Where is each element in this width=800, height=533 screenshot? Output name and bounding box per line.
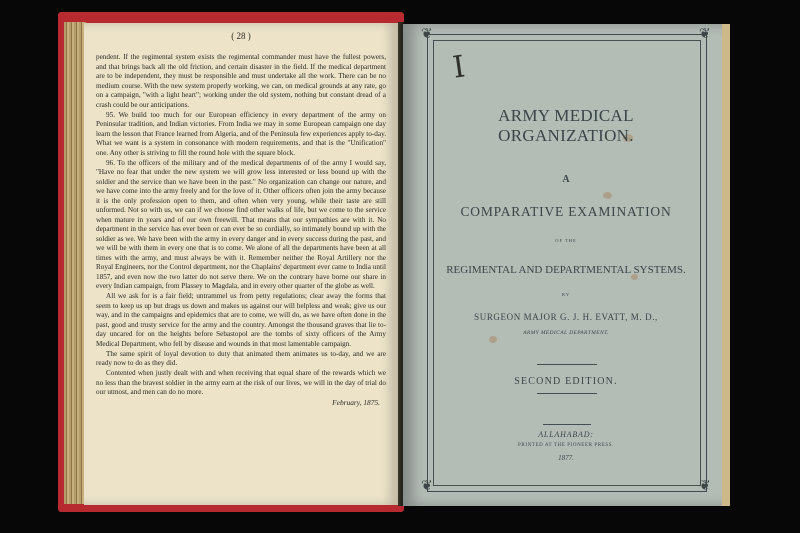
divider (543, 424, 591, 425)
by-label: BY (561, 292, 571, 297)
author-line: SURGEON MAJOR G. J. H. EVATT, M. D., (474, 312, 658, 322)
title-article: A (562, 174, 570, 185)
publication-place: ALLAHABAD: (538, 430, 594, 439)
paragraph: 95. We build too much for our European efficiency in every department of the army on Peninsular tradition, and Indian victories. From India we may in some European campaign one day learn the lesson that France learned from Algeria, and of the Peninsula few experiences apply to-day. What we want is a system in consonance with modern requirements, and that is the "Unification" one. Any other is striving to fill the round hole with the square block. (96, 110, 386, 157)
corner-ornament-icon: ❦ (421, 27, 433, 42)
page-number: ( 28 ) (231, 31, 251, 41)
corner-ornament-icon: ❦ (699, 479, 711, 494)
corner-ornament-icon: ❦ (421, 479, 433, 494)
author-department: ARMY MEDICAL DEPARTMENT. (523, 330, 609, 336)
divider (537, 393, 597, 394)
corner-ornament-icon: ❦ (699, 27, 711, 42)
foxing-stain (603, 192, 612, 199)
divider (537, 364, 597, 365)
page-rim (722, 24, 730, 506)
subtitle: COMPARATIVE EXAMINATION (460, 204, 672, 219)
paragraph: All we ask for is a fair field; untrammel us from petty regulations; clear away the forms that seem to keep us up but drags us down and makes us against our will helpless and weak; give us our way, and in the campaigns and epidemics that are to come, we will do, as we have often done in the past, good and trusty service for the army and the country. Amongst the thousand graves that lie to-day uncared for on the heights before Sebastopol are the tombs of sixty officers of the Army Medical Department, who fell by disease and wounds in that most lamentable campaign. (96, 292, 386, 348)
date-signature: February, 1875. (332, 398, 380, 407)
main-title: ARMY MEDICAL ORGANIZATION. (498, 106, 634, 145)
left-page (84, 23, 398, 505)
page-body-text (96, 53, 386, 408)
edition-label: SECOND EDITION. (514, 376, 618, 387)
title-page (403, 24, 730, 506)
printer-line: PRINTED AT THE PIONEER PRESS. (518, 443, 614, 448)
of-the-label: OF THE (555, 238, 577, 243)
paragraph: pendent. If the regimental system exists the regimental commander must have the fullest powers, and that brings back all the old friction, and certain disaster in the field. If the medical department are to be independent, they must be responsible and must undertake all the work. There can be no medium course. With the new system properly working, we can, on medical grounds at any rate, go on a campaign, "with a light heart"; working under the old system, nothing but constant dread of a crash could be our anticipations. (96, 53, 386, 109)
page-edges (64, 22, 86, 504)
foxing-stain (489, 336, 497, 343)
paragraph: Contented when justly dealt with and when receiving that equal share of the rewards which we no less than the bravest soldier in the army earn at the risk of our lives, we will in the day of trial do our utmost, and men can do no more. (96, 369, 386, 396)
handwritten-mark: I (450, 49, 468, 86)
publication-year: 1877. (558, 454, 574, 462)
paragraph: 96. To the officers of the military and of the medical departments of of the army I would say, "Have no fear that under the new system we will grow less interested or less bound up with the soldier and the service than we have been in the past." No organization can change our nature, and we have come into the army freely and for the love of it. Other officers often join the army because it is the only profession open to them, and often when very young, while their taste are still unformed. Not so with us, we can if we choose find other walks of life, but we come to the service when mature in years and of our own freewill. That means that our sympathies are with it. No department in the service has ever been or can ever be so cordially, so intimately bound up with the soldier as we. We have been with the army in every danger and in every success during the past, and we will be with them in every one that is to come. We alone of all the departments have been at all times with the army, and must always be with it. Remember neither the Royal Artillery nor the Royal Engineers, nor the Control department, nor the Chaplains' department ever came to India until 1857, and even now the two latter do not serve there. We on the contrary have borne our share in every Indian campaign, from Plassey to Magdala, and in every other quarter of the globe as well. (96, 158, 386, 290)
systems-title: REGIMENTAL AND DEPARTMENTAL SYSTEMS. (446, 264, 686, 276)
paragraph: The same spirit of loyal devotion to duty that animated them animates us to-day, and we are ready now to do as they did. (96, 349, 386, 367)
